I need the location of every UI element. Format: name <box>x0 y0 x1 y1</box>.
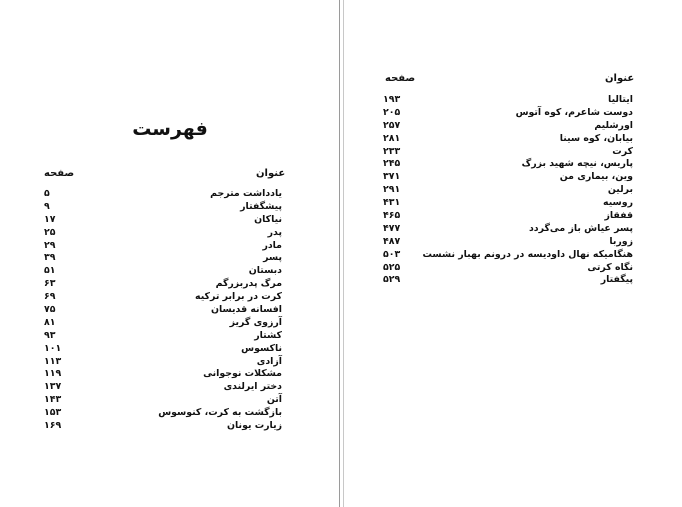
toc-entry <box>30 420 282 433</box>
toc-entry <box>30 356 282 369</box>
toc-entry-title: مرگ پدربزرگم <box>215 278 282 290</box>
column-header-page: صفحه <box>44 168 75 179</box>
toc-entry-page: ۲۴۵ <box>383 158 401 170</box>
toc-entry-page: ۳۹ <box>44 252 56 264</box>
toc-entry <box>30 394 282 407</box>
toc-entry <box>383 146 633 159</box>
toc-entry-page: ۴۳۱ <box>383 197 401 209</box>
toc-entry-page: ۱۵۳ <box>44 407 62 419</box>
toc-entry-title: یادداشت مترجم <box>210 188 282 199</box>
toc-entry-title: دختر ایرلندی <box>223 381 282 393</box>
toc-entry <box>30 278 282 291</box>
toc-entry-title: اورشلیم <box>594 119 633 131</box>
toc-entry-title: ناکسوس <box>241 342 282 354</box>
toc-entry-page: ۵۱ <box>44 265 56 277</box>
toc-entry-title: کرت <box>612 145 633 157</box>
toc-entry-page: ۴۸۷ <box>383 235 401 247</box>
toc-entry-page: ۱۱۹ <box>44 368 62 380</box>
toc-entry <box>383 197 633 210</box>
toc-entry-page: ۲۵ <box>44 226 56 238</box>
toc-entry <box>383 184 633 197</box>
toc-entry-title: پاریس، نیچه شهید بزرگ <box>521 158 633 170</box>
toc-entry-page: ۱۹۳ <box>383 94 401 105</box>
toc-entry-page: ۲۹ <box>44 239 56 251</box>
toc-entry <box>30 381 282 394</box>
toc-entry-title: وین، بیماری من <box>559 171 633 183</box>
toc-entry-title: قفقاز <box>604 210 633 222</box>
toc-entry-page: ۶۳ <box>44 278 56 290</box>
toc-entry <box>30 343 282 356</box>
toc-entry <box>30 291 282 304</box>
toc-entry-page: ۱۱۳ <box>44 355 62 367</box>
toc-entry-title: آزادی <box>256 355 282 367</box>
toc-entry <box>30 368 282 381</box>
toc-entry-page: ۱۰۱ <box>44 342 62 354</box>
toc-entry <box>30 201 282 214</box>
toc-entry-title: هنگامیکه نهال داودیسه در درونم بهبار نشست <box>422 248 633 260</box>
column-header-title: عنوان <box>256 168 286 179</box>
toc-entry-title: بیابان، کوه سینا <box>559 132 633 144</box>
toc-entry <box>383 133 633 146</box>
toc-entry <box>383 107 633 120</box>
toc-entry-page: ۲۹۱ <box>383 184 401 196</box>
toc-entry <box>30 214 282 227</box>
toc-entry <box>383 274 633 287</box>
toc-entry-page: ۶۹ <box>44 291 56 303</box>
toc-entry-page: ۵۲۹ <box>383 274 401 286</box>
toc-entry-page: ۴۷۷ <box>383 222 401 234</box>
toc-entry-title: پسر <box>263 252 282 264</box>
toc-list <box>30 188 282 433</box>
toc-entry <box>383 94 633 107</box>
toc-entry <box>30 227 282 240</box>
right-page <box>343 0 682 507</box>
toc-entry-title: مشکلات نوجوانی <box>203 368 282 380</box>
toc-entry-title: برلین <box>607 184 633 196</box>
toc-entry <box>383 223 633 236</box>
toc-entry <box>30 240 282 253</box>
toc-entry <box>383 158 633 171</box>
toc-entry-title: افسانه قدیسان <box>210 304 282 316</box>
toc-entry-title: دوست شاعرم، کوه آتوس <box>515 106 633 118</box>
toc-entry-page: ۸۱ <box>44 316 56 328</box>
toc-entry-page: ۲۸۱ <box>383 132 401 144</box>
toc-entry-page: ۵۰۳ <box>383 248 401 260</box>
toc-entry <box>30 304 282 317</box>
toc-entry-page: ۱۷ <box>44 213 56 225</box>
toc-entry-title: کرت در برابر ترکیه <box>195 291 282 303</box>
toc-entry <box>383 249 633 262</box>
toc-entry <box>383 210 633 223</box>
toc-entry-title: روسیه <box>603 197 633 209</box>
toc-entry-page: ۴۶۵ <box>383 210 401 222</box>
toc-entry-page: ۹ <box>44 200 50 212</box>
toc-entry <box>30 317 282 330</box>
column-header-page: صفحه <box>385 73 416 84</box>
toc-entry-page: ۱۳۷ <box>44 381 62 393</box>
toc-entry-page: ۱۴۳ <box>44 394 62 406</box>
toc-entry-title: زوربا <box>609 235 633 247</box>
toc-entry-title: نیاکان <box>254 213 282 225</box>
toc-entry-title: آرزوی گریز <box>229 316 282 328</box>
toc-entry-page: ۵ <box>44 188 50 199</box>
toc-entry <box>30 407 282 420</box>
toc-entry-title: پسر عیاش باز می‌گردد <box>528 222 633 234</box>
toc-entry-page: ۵۲۵ <box>383 261 401 273</box>
toc-entry-title: کشتار <box>254 329 282 341</box>
toc-list <box>383 94 633 287</box>
toc-entry <box>383 120 633 133</box>
toc-entry-title: زیارت یونان <box>227 420 282 432</box>
toc-entry <box>383 262 633 275</box>
toc-entry-title: پدر <box>267 226 282 238</box>
gutter-line <box>339 0 340 507</box>
toc-entry <box>30 252 282 265</box>
toc-entry-page: ۷۵ <box>44 304 56 316</box>
toc-entry <box>30 330 282 343</box>
column-header-title: عنوان <box>605 73 635 84</box>
toc-entry-page: ۲۳۳ <box>383 145 401 157</box>
toc-entry-page: ۳۷۱ <box>383 171 401 183</box>
toc-entry-page: ۱۶۹ <box>44 420 62 432</box>
toc-entry <box>30 188 282 201</box>
toc-entry-title: بازگشت به کرت، کنوسوس <box>158 407 282 419</box>
toc-entry-title: دبستان <box>248 265 282 277</box>
toc-entry-page: ۲۰۵ <box>383 106 401 118</box>
toc-entry-title: پیشگفتار <box>240 200 282 212</box>
toc-entry-title: نگاه کرتی <box>587 261 633 273</box>
page-title: فهرست <box>132 118 208 140</box>
toc-entry-title: مادر <box>262 239 282 251</box>
toc-entry <box>30 265 282 278</box>
left-page <box>0 0 340 507</box>
toc-entry <box>383 236 633 249</box>
toc-entry-page: ۹۳ <box>44 329 56 341</box>
toc-entry-title: پیگفتار <box>600 274 633 286</box>
toc-entry <box>383 171 633 184</box>
toc-entry-title: آتن <box>266 394 282 406</box>
toc-entry-title: ایتالیا <box>608 94 633 105</box>
toc-entry-page: ۲۵۷ <box>383 119 401 131</box>
